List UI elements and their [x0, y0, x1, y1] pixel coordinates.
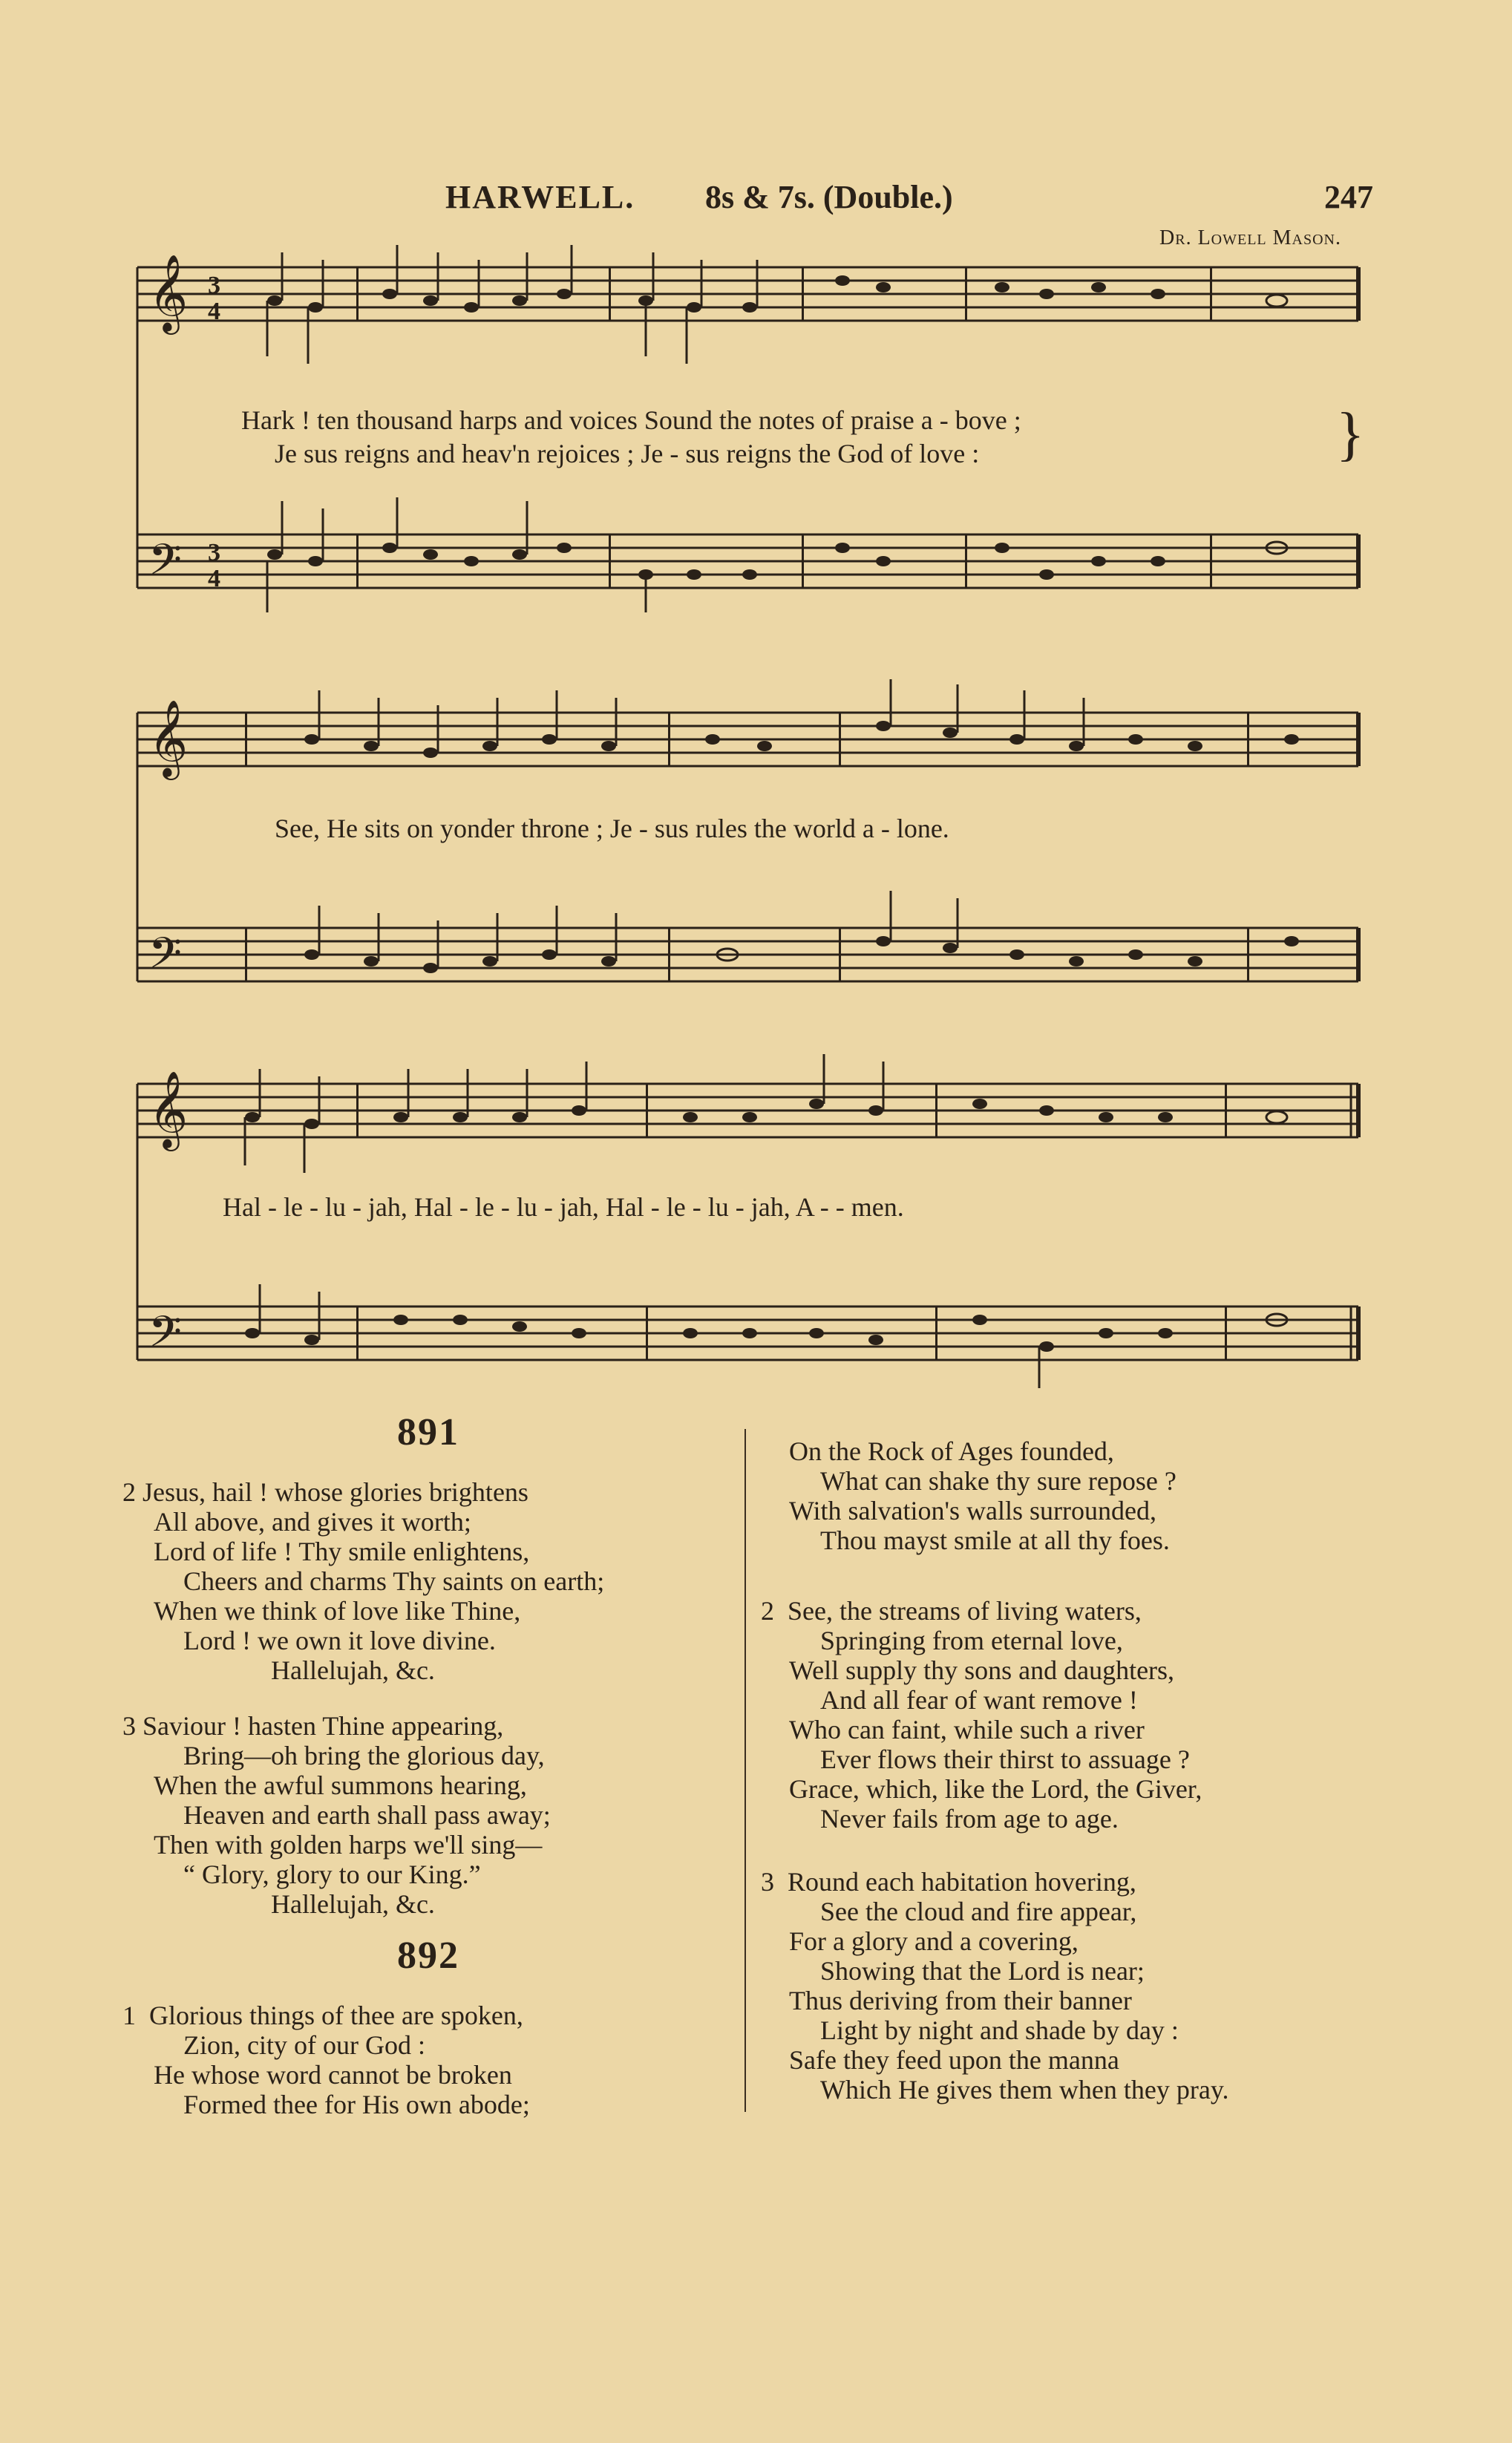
stanza-line: Ever flows their thirst to assuage ?	[820, 1744, 1190, 1774]
stanza-line: Safe they feed upon the manna	[789, 2045, 1119, 2075]
time-sig-bottom-bass: 4	[208, 565, 220, 592]
music-system-3	[134, 1054, 1366, 1388]
stanza-line: Cheers and charms Thy saints on earth;	[183, 1566, 605, 1596]
lyric-line-1: Hark ! ten thousand harps and voices Sound the notes of praise a - bove ;	[241, 405, 1021, 435]
stanza-line: Bring—oh bring the glorious day,	[183, 1741, 545, 1770]
stanza-line: For a glory and a covering,	[789, 1926, 1079, 1956]
stanza-line: Lord ! we own it love divine.	[183, 1626, 496, 1655]
stanza-line: Light by night and shade by day :	[820, 2015, 1179, 2045]
stanza-line: Thou mayst smile at all thy foes.	[820, 1525, 1170, 1555]
tune-meter: 8s & 7s. (Double.)	[705, 179, 953, 215]
stanza-number: 3	[761, 1867, 774, 1897]
stanza-line: See, the streams of living waters,	[788, 1596, 1142, 1626]
lyric-line-2: Je sus reigns and heav'n rejoices ; Je - sus reigns the God of love :	[275, 439, 980, 468]
stanza-line: “ Glory, glory to our King.”	[183, 1860, 481, 1889]
stanza-line: Zion, city of our God :	[183, 2030, 425, 2060]
treble-clef-icon: 𝄞	[148, 699, 189, 777]
hymn-892-stanza-1b	[789, 1436, 1457, 1555]
stanza-line: Round each habitation hovering,	[788, 1867, 1136, 1897]
bass-clef-icon: 𝄢	[148, 928, 183, 989]
stanza-number: 2	[761, 1596, 774, 1626]
hymn-892-stanza-1a	[122, 2001, 739, 2119]
stanza-line: What can shake thy sure repose ?	[820, 1466, 1176, 1496]
hymn-number-891: 891	[397, 1411, 459, 1453]
hymn-892-stanza-2	[761, 1596, 1429, 1834]
stanza-line: When we think of love like Thine,	[154, 1596, 521, 1626]
hymn-891-stanza-2	[122, 1477, 739, 1685]
lyric-line-3: See, He sits on yonder throne ; Je - sus rules the world a - lone.	[275, 814, 949, 843]
music-system-2	[134, 676, 1366, 1010]
hymn-891-stanza-3	[122, 1711, 739, 1919]
stanza-line: With salvation's walls surrounded,	[789, 1496, 1156, 1525]
bass-clef-icon: 𝄢	[148, 534, 183, 595]
composer-credit: Dr. Lowell Mason.	[1159, 226, 1341, 249]
lyric-line-4: Hal - le - lu - jah, Hal - le - lu - jah, Hal - le - lu - jah, A - - men.	[223, 1192, 904, 1222]
time-sig-top-bass: 3	[208, 539, 220, 566]
stanza-line: Hallelujah, &c.	[271, 1655, 435, 1685]
stanza-line: Which He gives them when they pray.	[820, 2075, 1229, 2104]
stanza-line: Who can faint, while such a river	[789, 1715, 1145, 1744]
column-divider	[744, 1429, 746, 2112]
bass-clef-icon: 𝄢	[148, 1306, 183, 1367]
stanza-line: When the awful summons hearing,	[154, 1770, 527, 1800]
stanza-line: Heaven and earth shall pass away;	[183, 1800, 551, 1830]
stanza-line: Well supply thy sons and daughters,	[789, 1655, 1175, 1685]
stanza-number: 3	[122, 1711, 136, 1741]
tune-title: HARWELL.	[445, 179, 635, 215]
stanza-line: Thus deriving from their banner	[789, 1986, 1132, 2015]
stanza-line: Showing that the Lord is near;	[820, 1956, 1145, 1986]
hymn-number-892: 892	[397, 1935, 459, 1977]
stanza-line: On the Rock of Ages founded,	[789, 1436, 1114, 1466]
stanza-line: Then with golden harps we'll sing—	[154, 1830, 543, 1860]
stanza-line: All above, and gives it worth;	[154, 1507, 471, 1537]
stanza-number: 1	[122, 2001, 136, 2030]
music-system-1	[134, 245, 1366, 616]
stanza-line: And all fear of want remove !	[820, 1685, 1138, 1715]
stanza-line: Formed thee for His own abode;	[183, 2090, 530, 2119]
stanza-line: Springing from eternal love,	[820, 1626, 1123, 1655]
stanza-line: Lord of life ! Thy smile enlightens,	[154, 1537, 530, 1566]
stanza-line: Saviour ! hasten Thine appearing,	[143, 1711, 504, 1741]
note-heads-2	[304, 721, 1299, 973]
treble-clef-icon: 𝄞	[148, 254, 189, 332]
treble-clef-icon: 𝄞	[148, 1070, 189, 1148]
stanza-line: Never fails from age to age.	[820, 1804, 1119, 1834]
page-header	[445, 178, 1373, 223]
stanza-number: 2	[122, 1477, 136, 1507]
stanza-line: Jesus, hail ! whose glories brightens	[143, 1477, 528, 1507]
time-sig-top: 3	[208, 272, 220, 299]
stanza-line: He whose word cannot be broken	[154, 2060, 512, 2090]
stanza-line: Hallelujah, &c.	[271, 1889, 435, 1919]
page-number: 247	[1324, 179, 1373, 215]
hymn-892-stanza-3	[761, 1867, 1429, 2104]
lyric-brace-icon: }	[1336, 402, 1365, 467]
stanza-line: See the cloud and fire appear,	[820, 1897, 1137, 1926]
stanza-line: Glorious things of thee are spoken,	[149, 2001, 523, 2030]
time-sig-bottom: 4	[208, 298, 220, 325]
stanza-line: Grace, which, like the Lord, the Giver,	[789, 1774, 1202, 1804]
